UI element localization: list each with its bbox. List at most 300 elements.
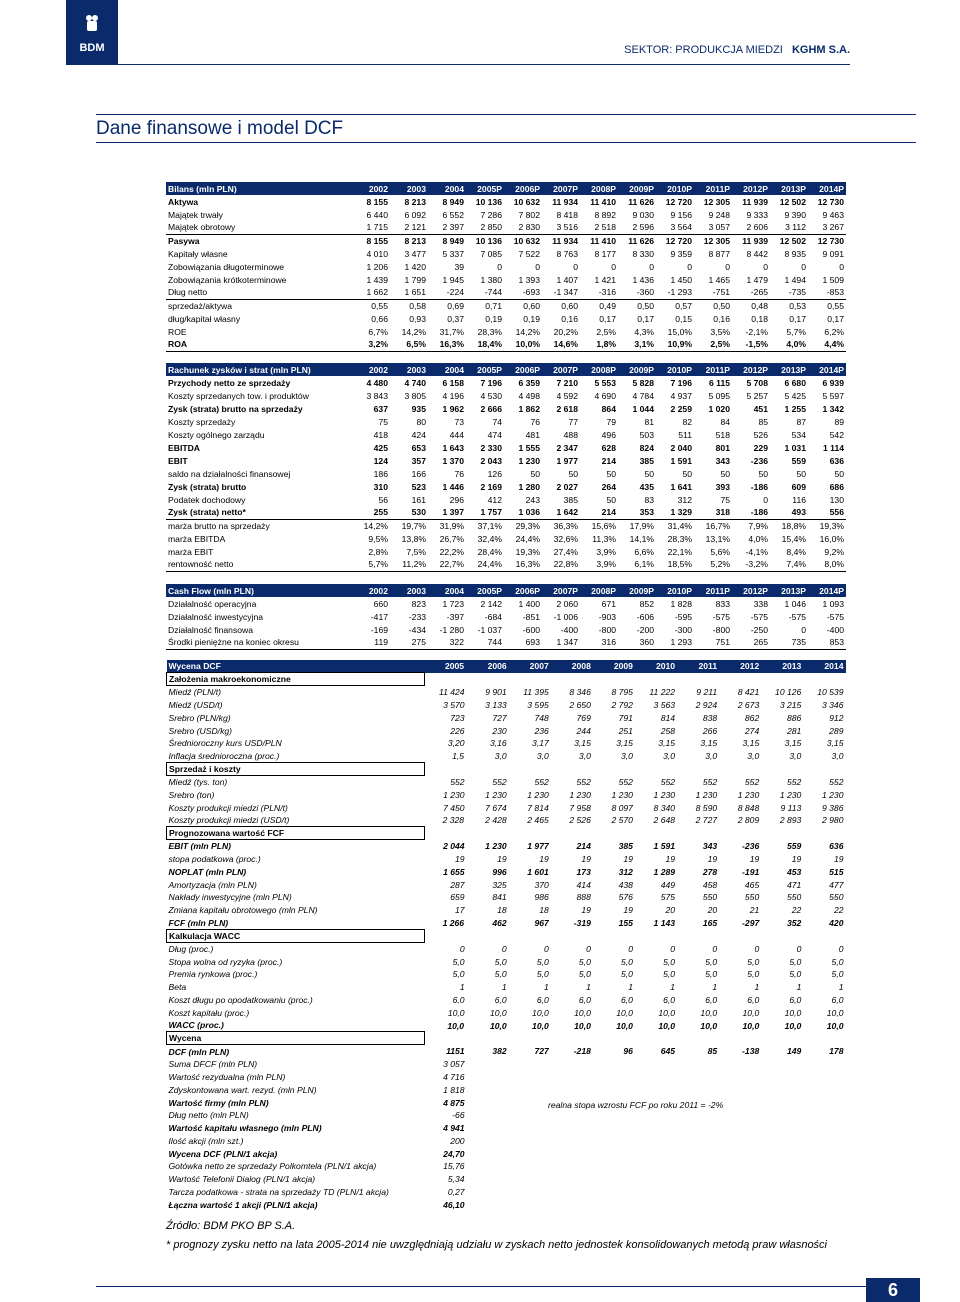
cell-value: 1 255	[784, 403, 806, 414]
cell-value: 5,0	[747, 956, 760, 967]
cell-value	[635, 1083, 677, 1096]
cell-value	[593, 929, 635, 942]
cell-value: 18	[539, 905, 549, 916]
cell-value: 1 757	[480, 507, 502, 518]
cell-value: 6,7%	[368, 326, 388, 337]
cell-value: 0,53	[770, 299, 808, 312]
cell-value: 1 643	[442, 442, 464, 453]
cell-value: 552	[534, 776, 549, 787]
table-row	[167, 942, 846, 955]
cell-value: 1,5	[452, 751, 465, 762]
cell-value: 3 805	[404, 390, 426, 401]
cell-value: 3 057	[708, 222, 730, 233]
cell-value: 16,3%	[504, 558, 542, 571]
cell-value: 686	[829, 481, 844, 492]
table-row	[166, 286, 846, 299]
cell-value: 6,0	[663, 994, 676, 1005]
cell-value: 5 425	[784, 390, 806, 401]
column-header: 2002	[352, 182, 390, 195]
cell-value: 214	[601, 455, 616, 466]
cell-value	[551, 1173, 593, 1186]
cell-value: 10,0	[616, 1020, 633, 1031]
cell-value: 19	[539, 853, 549, 864]
cell-value: 5 257	[746, 390, 768, 401]
table-row	[167, 929, 846, 942]
cell-value	[509, 1198, 551, 1211]
column-header: 2007P	[542, 363, 580, 376]
cell-value: 385	[639, 455, 654, 466]
cell-value	[635, 673, 677, 686]
cell-value	[677, 673, 719, 686]
cell-value: 16,0%	[819, 533, 844, 544]
cell-value: 8 892	[594, 209, 616, 220]
cell-value: 124	[373, 455, 388, 466]
cell-value: 0	[763, 261, 768, 272]
cell-value: 1 397	[442, 507, 464, 518]
cell-value: 3 477	[404, 248, 426, 259]
cell-value: 77	[568, 416, 578, 427]
cell-value: 14,2%	[515, 326, 540, 337]
column-header: 2011P	[694, 584, 732, 597]
cell-value	[593, 827, 635, 840]
cell-value: 5 828	[632, 377, 654, 388]
cell-value: 258	[660, 725, 676, 736]
cell-value: 3,2%	[352, 338, 390, 351]
income-title: Rachunek zysków i strat (mln PLN)	[166, 363, 352, 376]
cell-value: 1 114	[822, 442, 844, 453]
table-row	[167, 878, 846, 891]
cell-value: 11 424	[438, 687, 465, 698]
table-row	[166, 506, 846, 519]
row-label: Łączna wartość 1 akcji (PLN/1 akcja)	[168, 1199, 318, 1210]
table-row	[167, 1160, 846, 1173]
cell-value: -319	[573, 917, 591, 928]
cell-value: 1 555	[518, 442, 540, 453]
cell-value: 89	[834, 416, 844, 427]
cell-value: 19	[749, 853, 760, 864]
cell-value: 186	[373, 468, 388, 479]
cell-value: 9 091	[822, 248, 844, 259]
cell-value: -1,5%	[732, 338, 770, 351]
cell-value: 7,9%	[732, 519, 770, 532]
cell-value: 10,0	[447, 1007, 465, 1018]
cell-value: 748	[534, 712, 549, 723]
cell-value: 7,5%	[406, 546, 426, 557]
cell-value: 12 720	[665, 196, 692, 207]
cell-value: 3,0	[536, 751, 549, 762]
cell-value	[509, 1135, 551, 1148]
cell-value: 0	[796, 943, 802, 954]
cell-value	[425, 1032, 467, 1045]
table-row	[167, 788, 846, 801]
cell-value: 318	[715, 507, 730, 518]
cell-value: 20	[665, 905, 676, 916]
cell-value: 10,0	[826, 1020, 844, 1031]
cell-value: 552	[576, 776, 591, 787]
cell-value: 1 230	[485, 789, 507, 800]
cell-value: 1 818	[443, 1084, 465, 1095]
cell-value: 10,0	[489, 1007, 507, 1018]
cell-value: 11 626	[628, 196, 654, 207]
cell-value: 1 662	[366, 287, 388, 298]
cell-value: -800	[712, 624, 730, 635]
cell-value: -169	[370, 624, 388, 635]
cell-value: 2 526	[569, 815, 591, 826]
table-row	[167, 1019, 846, 1032]
cell-value: 11,2%	[390, 558, 428, 571]
table-row	[166, 299, 846, 312]
cell-value: 552	[702, 776, 718, 787]
cell-value: 1 230	[527, 789, 549, 800]
column-header: 2004	[428, 363, 466, 376]
cell-value	[635, 1032, 677, 1045]
cell-value: 4 784	[632, 390, 654, 401]
cell-value: 8 848	[737, 802, 760, 813]
cell-value: 6,0	[536, 994, 549, 1005]
cell-value: 2 792	[611, 699, 633, 710]
row-label: Majątek trwały	[168, 209, 223, 220]
cell-value	[635, 1147, 677, 1160]
cell-value: 1 230	[518, 455, 540, 466]
cell-value: -200	[636, 624, 654, 635]
table-row	[167, 711, 846, 724]
column-header: 2006P	[504, 584, 542, 597]
cell-value: 967	[534, 917, 549, 928]
cell-value: 550	[702, 892, 718, 903]
row-label: Miedź (USD/t)	[168, 699, 223, 710]
cell-value	[803, 763, 845, 776]
cell-value: 462	[492, 917, 507, 928]
cell-value: -1 280	[439, 624, 464, 635]
cell-value: 10,0	[532, 1020, 549, 1031]
cell-value: 96	[623, 1046, 633, 1057]
row-label: WACC (proc.)	[168, 1020, 224, 1031]
table-row	[167, 917, 846, 930]
cell-value	[719, 673, 761, 686]
cell-value: 1 977	[527, 841, 549, 852]
cell-value	[593, 1135, 635, 1148]
cell-value	[677, 1135, 719, 1148]
cell-value: 0,27	[447, 1187, 465, 1198]
cell-value: 420	[829, 917, 844, 928]
column-header: 2008P	[580, 363, 618, 376]
cell-value: 550	[829, 892, 844, 903]
cell-value: 6,0	[789, 994, 802, 1005]
cell-value: -417	[370, 611, 388, 622]
cell-value: 10,0	[742, 1020, 760, 1031]
table-row	[166, 338, 846, 351]
cell-value: 352	[787, 917, 802, 928]
cell-value: 791	[618, 712, 633, 723]
cell-value	[593, 1071, 635, 1084]
cell-value: 1 293	[656, 636, 694, 649]
cell-value: -4,1%	[745, 546, 768, 557]
cell-value: 3 057	[443, 1059, 465, 1070]
cell-value: 166	[411, 468, 426, 479]
cell-value	[635, 1122, 677, 1135]
cell-value	[677, 827, 719, 840]
cell-value: 425	[373, 442, 388, 453]
cell-value	[509, 1109, 551, 1122]
cell-value	[761, 763, 803, 776]
cell-value: 414	[576, 879, 591, 890]
cell-value	[635, 827, 677, 840]
cell-value	[509, 1173, 551, 1186]
row-label: marża EBITDA	[168, 533, 226, 544]
cell-value	[467, 827, 509, 840]
cell-value: 173	[576, 866, 591, 877]
cell-value: 5 597	[822, 390, 844, 401]
cell-value: 26,7%	[439, 533, 464, 544]
cell-value: 458	[702, 879, 718, 890]
cell-value: 1 230	[611, 789, 633, 800]
cell-value: 2 169	[480, 481, 502, 492]
cell-value: 19	[833, 853, 844, 864]
cell-value: 10,0	[700, 1007, 718, 1018]
cell-value	[593, 1173, 635, 1186]
row-label: Ilość akcji (mln szt.)	[168, 1135, 244, 1146]
cell-value: 2,5%	[596, 326, 616, 337]
row-label: Koszty sprzedaży	[168, 416, 236, 427]
cell-value: 814	[660, 712, 676, 723]
cell-value: 435	[639, 481, 654, 492]
cell-value	[551, 1160, 593, 1173]
cell-value	[719, 763, 761, 776]
cell-value: 3,0	[621, 751, 633, 762]
cell-value: 1 046	[784, 598, 806, 609]
cell-value	[425, 673, 467, 686]
cell-value: -575	[788, 611, 806, 622]
cell-value: -434	[408, 624, 426, 635]
table-row	[166, 273, 846, 286]
cell-value: -236	[750, 455, 768, 466]
cell-value	[719, 1109, 761, 1122]
cell-value: 79	[606, 416, 616, 427]
cell-value: 5 337	[442, 248, 464, 259]
cell-value: 82	[682, 416, 692, 427]
cell-value	[719, 1096, 761, 1109]
cell-value: 1 230	[695, 789, 718, 800]
row-label: NOPLAT (mln PLN)	[168, 866, 247, 877]
cell-value: 6,0	[578, 994, 591, 1005]
table-row	[167, 1083, 846, 1096]
cell-value: -575	[712, 611, 730, 622]
cell-value: 9 390	[784, 209, 806, 220]
cell-value: 0	[801, 624, 806, 635]
cell-value: 1 329	[670, 507, 692, 518]
column-header: 2010P	[656, 182, 694, 195]
cell-value: 526	[753, 429, 768, 440]
cell-value: 1 591	[653, 841, 676, 852]
cell-value: 744	[466, 636, 504, 649]
cell-value: 9 333	[746, 209, 768, 220]
cell-value: 1,8%	[580, 338, 618, 351]
cell-value: 19,3%	[808, 519, 846, 532]
cell-value	[761, 1083, 803, 1096]
cell-value	[677, 1071, 719, 1084]
cell-value: 3 843	[366, 390, 388, 401]
cell-value: 1 342	[822, 403, 844, 414]
table-row	[166, 623, 846, 636]
cell-value: 7 286	[480, 209, 502, 220]
cell-value: 5,7%	[352, 558, 390, 571]
cell-value: 727	[534, 1046, 549, 1057]
sector-label: SEKTOR: PRODUKCJA MIEDZI	[624, 44, 783, 56]
cell-value: 5,34	[447, 1174, 465, 1185]
cell-value	[593, 763, 635, 776]
cell-value	[467, 1186, 509, 1199]
cell-value: 1 651	[404, 287, 426, 298]
cell-value: 19	[497, 853, 507, 864]
cell-value: 1 450	[670, 274, 692, 285]
column-header: 2013	[761, 660, 803, 673]
cell-value	[509, 763, 551, 776]
cell-value: 3 595	[527, 699, 549, 710]
cell-value: 1 230	[653, 789, 676, 800]
table-row	[166, 467, 846, 480]
cell-value: 1 230	[737, 789, 760, 800]
cell-value: 769	[576, 712, 591, 723]
row-label: Działalność inwestycyjna	[168, 611, 264, 622]
cell-value	[719, 1186, 761, 1199]
column-header: 2007P	[542, 182, 580, 195]
cell-value: 0,71	[466, 299, 504, 312]
cell-value: 0,19	[523, 313, 540, 324]
cell-value: 5,0	[789, 956, 802, 967]
cell-value: 751	[694, 636, 732, 649]
cell-value: 50	[682, 468, 692, 479]
table-row	[166, 545, 846, 558]
cell-value: 28,4%	[477, 546, 502, 557]
cell-value: 2 040	[670, 442, 692, 453]
cell-value: 8 213	[404, 196, 426, 207]
cell-value: 312	[618, 866, 633, 877]
row-label: Stopa wolna od ryzyka (proc.)	[168, 956, 283, 967]
table-row	[167, 1058, 846, 1071]
table-row	[167, 699, 846, 712]
row-label: Koszty sprzedanych tow. i produktów	[168, 390, 309, 401]
cell-value: 3,1%	[618, 338, 656, 351]
row-label: Wartość rezydualna (mln PLN)	[168, 1071, 286, 1082]
cell-value: 4,0%	[770, 338, 808, 351]
table-row	[167, 750, 846, 763]
cell-value	[551, 929, 593, 942]
table-row	[166, 234, 846, 247]
cash-flow-table	[166, 584, 846, 650]
cell-value: 343	[715, 455, 730, 466]
cell-value: 0,58	[390, 299, 428, 312]
cell-value: 9 248	[708, 209, 730, 220]
cell-value: 8 421	[737, 687, 760, 698]
cell-value: 2 465	[527, 815, 549, 826]
table-row	[167, 1135, 846, 1148]
cell-value: -218	[573, 1046, 591, 1057]
cell-value	[635, 1160, 677, 1173]
cell-value: 0,57	[656, 299, 694, 312]
cell-value: 1 436	[632, 274, 654, 285]
cell-value: -316	[598, 287, 616, 298]
column-header: 2005	[425, 660, 467, 673]
row-label: Kalkulacja WACC	[167, 929, 425, 942]
cell-value: 4,4%	[808, 338, 846, 351]
cell-value: 3,0	[494, 751, 507, 762]
cell-value: 214	[601, 507, 616, 518]
cell-value: 85	[707, 1046, 718, 1057]
row-label: Działalność operacyjna	[168, 598, 257, 609]
cell-value: 312	[677, 494, 692, 505]
row-label: Miedź (tys. ton)	[168, 777, 228, 788]
cell-value	[551, 1147, 593, 1160]
cell-value: 503	[639, 429, 654, 440]
cell-value: 2 924	[695, 699, 718, 710]
cell-value: 1	[628, 982, 633, 993]
cell-value: 200	[450, 1135, 465, 1146]
cell-value	[635, 1058, 677, 1071]
cell-value: -138	[742, 1046, 760, 1057]
balance-sheet-table	[166, 182, 846, 352]
table-row	[166, 260, 846, 273]
cell-value	[635, 1135, 677, 1148]
cell-value: 1151	[446, 1046, 465, 1057]
cell-value	[803, 1083, 845, 1096]
cell-value: 9 359	[670, 248, 692, 259]
column-header: 2010P	[656, 363, 694, 376]
cell-value: 8 340	[653, 802, 676, 813]
cell-value: 360	[618, 636, 656, 649]
cell-value: 0	[712, 943, 718, 954]
cell-value: 3 570	[443, 699, 465, 710]
cell-value: 0	[497, 261, 502, 272]
cell-value: 0,37	[447, 313, 464, 324]
row-label: Zysk (strata) brutto	[168, 481, 247, 492]
cell-value: 11 626	[618, 234, 656, 247]
cell-value: 316	[580, 636, 618, 649]
cell-value: 862	[744, 712, 760, 723]
cell-value: 264	[601, 481, 616, 492]
cell-value: 8 330	[632, 248, 654, 259]
cell-value: 7 674	[485, 802, 507, 813]
cell-value: 74	[492, 416, 502, 427]
cell-value: 0	[544, 943, 549, 954]
cell-value: 76	[454, 468, 464, 479]
cell-value	[761, 1058, 803, 1071]
column-header: 2011	[677, 660, 719, 673]
cell-value: 5,0	[494, 956, 507, 967]
table-row	[167, 981, 846, 994]
cell-value: 382	[492, 1046, 507, 1057]
cell-value: 165	[702, 917, 718, 928]
cell-value: 0,69	[428, 299, 466, 312]
cell-value: 18	[497, 905, 507, 916]
cell-value: 474	[487, 429, 502, 440]
cell-value: 5,0	[663, 969, 676, 980]
cell-value: 12 720	[656, 234, 694, 247]
cell-value: 2 830	[518, 222, 540, 233]
row-label: Majątek obrotowy	[168, 222, 236, 233]
cell-value: 73	[454, 416, 464, 427]
cell-value: 10,0	[574, 1020, 591, 1031]
table-row	[166, 493, 846, 506]
footnote: * prognozy zysku netto na lata 2005-2014 nie uwzględniają udziału w zyskach netto jednostek konsolidowanych metodą praw własności	[166, 1239, 828, 1251]
cell-value: 7 802	[518, 209, 540, 220]
table-row	[166, 610, 846, 623]
cell-value: 31,7%	[439, 326, 464, 337]
cell-value: 5,0	[747, 969, 760, 980]
cell-value	[803, 1160, 845, 1173]
cell-value: 4 592	[556, 390, 578, 401]
cell-value: 22	[791, 905, 802, 916]
row-label: sprzedaż/aktywa	[166, 299, 352, 312]
